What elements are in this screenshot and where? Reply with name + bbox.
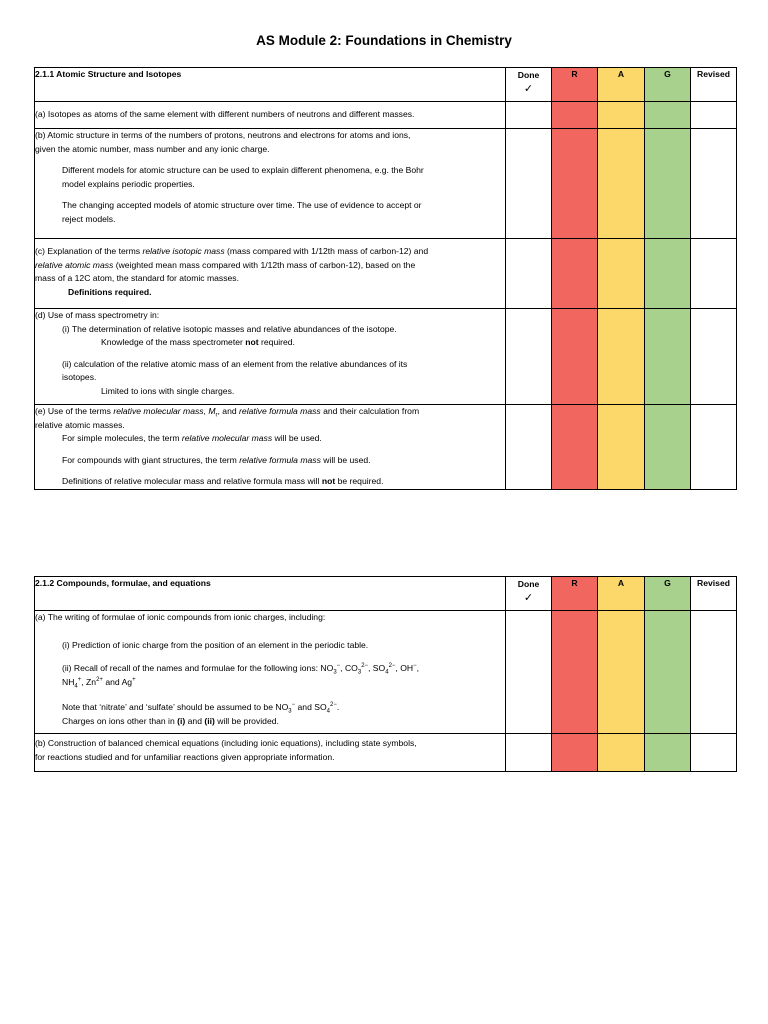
amber-cell[interactable] [598,239,645,309]
green-column-header: G [645,68,691,102]
amber-cell[interactable] [598,102,645,129]
row-note: Different models for atomic structure can be used to explain different phenomena, e.g. the Bohr [62,165,424,175]
red-cell[interactable] [552,405,598,490]
red-cell[interactable] [552,239,598,309]
green-cell[interactable] [645,102,691,129]
red-cell[interactable] [552,102,598,129]
row-text: $NH_4^+$, $Zn^{2+}$ and Ag+ [62,676,136,690]
checkmark-icon: ✓ [523,83,534,95]
row-description [35,611,506,734]
row-note: For simple molecules, the term relative molecular mass will be used. [62,433,322,443]
spec-table-atomic-structure [34,67,737,490]
table-row [35,611,737,734]
revised-cell[interactable] [691,129,737,239]
revised-cell[interactable] [691,239,737,309]
amber-cell[interactable] [598,734,645,772]
green-cell[interactable] [645,405,691,490]
amber-column-header: A [598,68,645,102]
checkmark-icon: ✓ [523,592,534,604]
done-cell[interactable] [506,102,552,129]
row-text: (i) The determination of relative isotopic masses and relative abundances of the isotope. [62,323,397,334]
row-description [35,734,506,772]
amber-cell[interactable] [598,129,645,239]
row-text: given the atomic number, mass number and any ionic charge. [35,143,270,154]
revised-cell[interactable] [691,309,737,405]
table-row [35,239,737,309]
table-header-row [35,68,737,102]
row-note: The changing accepted models of atomic structure over time. The use of evidence to accept or [62,200,422,210]
table-row [35,129,737,239]
table-row [35,405,737,490]
done-column-header [506,577,552,611]
done-cell[interactable] [506,129,552,239]
revised-column-header: Revised [691,68,737,102]
row-note: Definitions required. [68,286,152,297]
amber-cell[interactable] [598,611,645,734]
revised-column-header: Revised [691,577,737,611]
row-note: Note that ‘nitrate’ and ‘sulfate’ should be assumed to be $NO_3^-$ and $SO_4^{2-}$. [62,702,340,715]
row-text: (ii) calculation of the relative atomic mass of an element from the relative abundances of its [62,358,408,369]
red-cell[interactable] [552,734,598,772]
row-text: (ii) Recall of recall of the names and formulae for the following ions: $NO_3^-$, $CO_3^{2-}$, $SO_4^{2-}$, OH−, [62,663,419,676]
done-cell[interactable] [506,309,552,405]
done-column-header [506,68,552,102]
amber-cell[interactable] [598,405,645,490]
green-cell[interactable] [645,734,691,772]
green-cell[interactable] [645,129,691,239]
green-cell[interactable] [645,309,691,405]
green-column-header: G [645,577,691,611]
row-note: Limited to ions with single charges. [101,385,235,396]
row-text: relative atomic mass (weighted mean mass compared with 1/12th mass of carbon-12), based on the [35,259,416,270]
revised-cell[interactable] [691,102,737,129]
revised-cell[interactable] [691,611,737,734]
row-text: (e) Use of the terms relative molecular mass, $M_r$, and relative formula mass and their calculation from [35,406,420,419]
table-row [35,734,737,772]
section-heading: 2.1.2 Compounds, formulae, and equations [35,577,506,611]
done-label: Done [517,70,540,80]
row-text: relative atomic masses. [35,419,125,430]
row-description [35,102,506,129]
row-text: isotopes. [62,372,97,382]
red-column-header: R [552,68,598,102]
row-text: mass of a 12C atom, the standard for atomic masses. [35,273,239,283]
page-title: AS Module 2: Foundations in Chemistry [256,33,512,48]
row-description [35,309,506,405]
amber-cell[interactable] [598,309,645,405]
revised-cell[interactable] [691,405,737,490]
red-cell[interactable] [552,611,598,734]
row-note: Charges on ions other than in (i) and (ii) will be provided. [62,715,279,726]
row-description [35,405,506,490]
green-cell[interactable] [645,611,691,734]
table-row [35,309,737,405]
row-text: (c) Explanation of the terms relative isotopic mass (mass compared with 1/12th mass of carbon-12) and [35,246,429,256]
row-text: (b) Construction of balanced chemical equations (including ionic equations), including state symbols, [35,738,417,748]
table-header-row [35,577,737,611]
row-note: Knowledge of the mass spectrometer not required. [101,337,295,347]
row-note: For compounds with giant structures, the term relative formula mass will be used. [62,454,371,465]
red-column-header: R [552,577,598,611]
row-text: (b) Atomic structure in terms of the numbers of protons, neutrons and electrons for atoms and ions, [35,130,411,140]
row-note: model explains periodic properties. [62,178,195,189]
done-cell[interactable] [506,611,552,734]
done-cell[interactable] [506,405,552,490]
row-note: Definitions of relative molecular mass and relative formula mass will not be required. [62,476,384,486]
amber-column-header: A [598,577,645,611]
green-cell[interactable] [645,239,691,309]
done-label: Done [517,579,540,589]
revised-cell[interactable] [691,734,737,772]
red-cell[interactable] [552,309,598,405]
row-note: reject models. [62,213,116,224]
spec-table-compounds [34,576,737,772]
section-heading: 2.1.1 Atomic Structure and Isotopes [35,68,506,102]
row-text: (a) The writing of formulae of ionic compounds from ionic charges, including: [35,612,326,622]
row-text: (a) Isotopes as atoms of the same element with different numbers of neutrons and different masses. [35,109,415,119]
row-text: (i) Prediction of ionic charge from the position of an element in the periodic table. [62,639,369,650]
row-text: (d) Use of mass spectrometry in: [35,310,160,320]
done-cell[interactable] [506,734,552,772]
table-row [35,102,737,129]
row-text: for reactions studied and for unfamiliar reactions given appropriate information. [35,751,335,762]
red-cell[interactable] [552,129,598,239]
row-description [35,239,506,309]
row-description [35,129,506,239]
done-cell[interactable] [506,239,552,309]
